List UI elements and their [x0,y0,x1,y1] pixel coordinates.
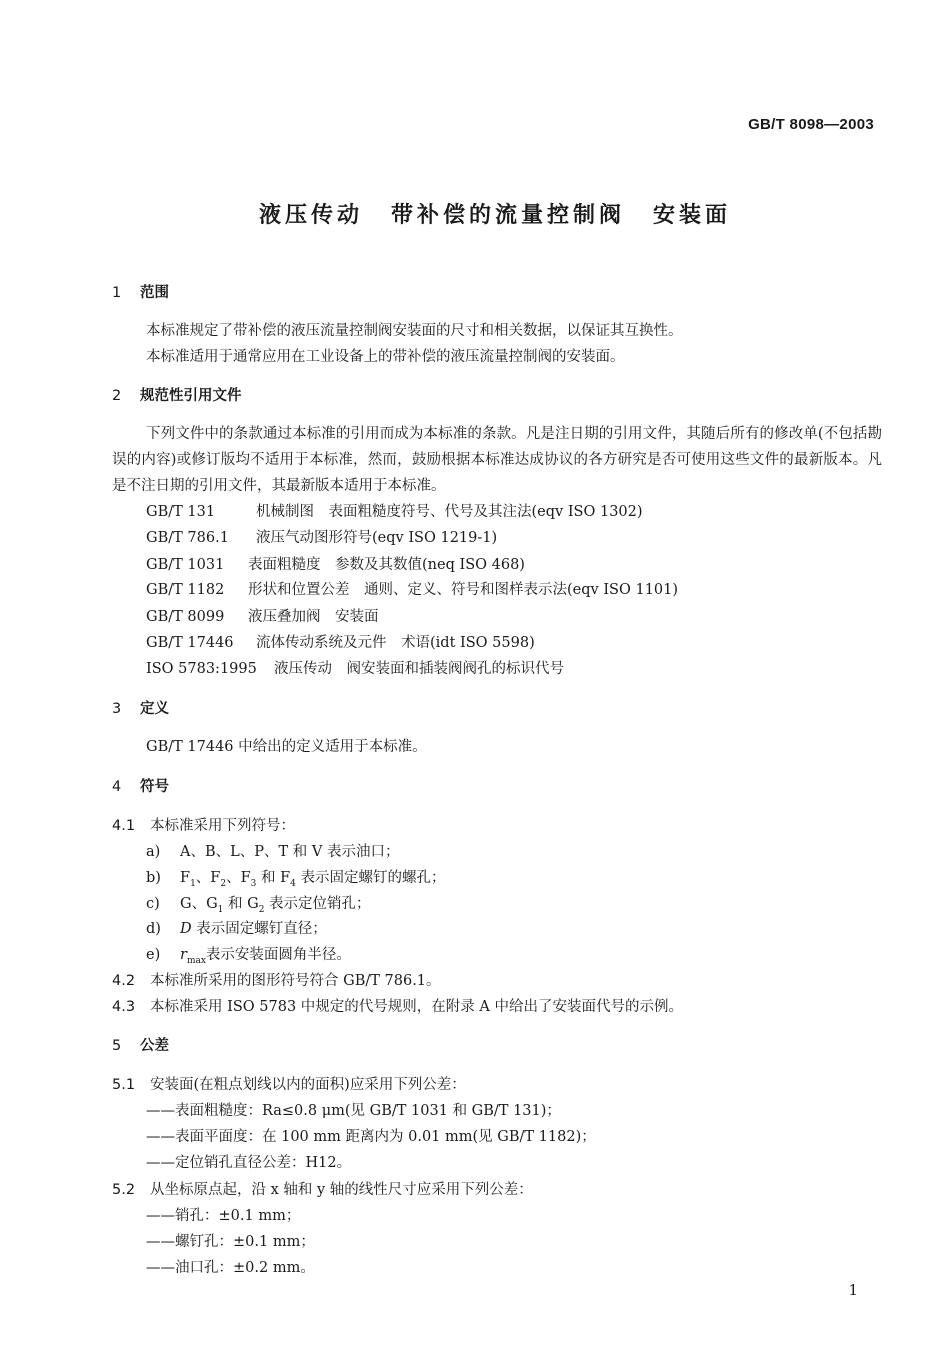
title-part-1: 液压传动 [258,203,363,228]
clause-4-2: 4.2 本标准所采用的图形符号符合 GB/T 786.1。 [112,973,441,989]
tolerance-item: ——螺钉孔：±0.1 mm； [146,1234,315,1250]
tolerance-item: ——表面平面度：在 100 mm 距离内为 0.01 mm(见 GB/T 1182)； [146,1129,596,1145]
reference-item: GB/T 786.1 液压气动图形符号(eqv ISO 1219-1) [146,530,498,546]
reference-item: ISO 5783:1995 液压传动 阀安装面和插装阀阀孔的标识代号 [146,661,564,677]
references-paragraph: 下列文件中的条款通过本标准的引用而成为本标准的条款。凡是注日期的引用文件，其随后所有的修改单(不包括勘误的内容)或修订版均不适用于本标准，然而，鼓励根据本标准达成协议的各方研究是否可使用这些文件的最新版本。凡是不注日期的引用文件，其最新版本适用于本标准。 [112,426,882,494]
scope-paragraph-1: 本标准规定了带补偿的液压流量控制阀安装面的尺寸和相关数据，以保证其互换性。 [146,323,683,339]
tolerance-item: ——销孔：±0.1 mm； [146,1208,301,1224]
symbol-item-d: d) D 表示固定螺钉直径； [146,921,327,937]
tolerance-item: ——油口孔：±0.2 mm。 [146,1260,315,1276]
reference-item: GB/T 17446 流体传动系统及元件 术语(idt ISO 5598) [146,635,535,651]
title-part-2: 带补偿的流量控制阀 [390,203,625,228]
definitions-paragraph: GB/T 17446 中给出的定义适用于本标准。 [146,739,427,755]
symbol-item-a: a) A、B、L、P、T 和 V 表示油口； [146,844,400,860]
section-heading-normative-references: 2 规范性引用文件 [112,388,242,404]
section-heading-definitions: 3 定义 [112,701,169,717]
tolerance-item: ——表面粗糙度：Ra≤0.8 μm(见 GB/T 1031 和 GB/T 131)； [146,1103,561,1119]
symbol-item-c: c) G、$G_1$ 和 $G_2$ 表示定位销孔； [146,896,371,915]
section-heading-scope: 1 范围 [112,285,169,301]
section-heading-symbols: 4 符号 [112,779,169,795]
scope-paragraph-2: 本标准适用于通常应用在工业设备上的带补偿的液压流量控制阀的安装面。 [146,349,625,365]
document-title [0,198,950,229]
section-heading-tolerances: 5 公差 [112,1038,169,1054]
reference-item: GB/T 1031 表面粗糙度 参数及其数值(neq ISO 468) [146,557,525,573]
clause-4-3: 4.3 本标准采用 ISO 5783 中规定的代号规则，在附录 A 中给出了安装面代号的示例。 [112,999,683,1015]
clause-4-1: 4.1 本标准采用下列符号： [112,818,295,834]
clause-5-1: 5.1 安装面(在粗点划线以内的面积)应采用下列公差： [112,1077,466,1093]
clause-5-2: 5.2 从坐标原点起，沿 x 轴和 y 轴的线性尺寸应采用下列公差： [112,1182,533,1198]
tolerance-item: ——定位销孔直径公差：H12。 [146,1155,352,1171]
reference-item: GB/T 1182 形状和位置公差 通则、定义、符号和图样表示法(eqv ISO 1101) [146,582,679,598]
reference-item: GB/T 8099 液压叠加阀 安装面 [146,609,379,625]
title-part-3: 安装面 [653,203,732,228]
reference-item: GB/T 131 机械制图 表面粗糙度符号、代号及其注法(eqv ISO 1302) [146,504,643,520]
symbol-item-b: b) $F_1$、$F_2$、$F_3$ 和 $F_4$ 表示固定螺钉的螺孔； [146,870,446,889]
symbol-item-e: e) $r_{max}$表示安装面圆角半径。 [146,947,351,966]
standard-number: GB/T 8098—2003 [748,116,874,133]
page-number: 1 [848,1281,858,1299]
